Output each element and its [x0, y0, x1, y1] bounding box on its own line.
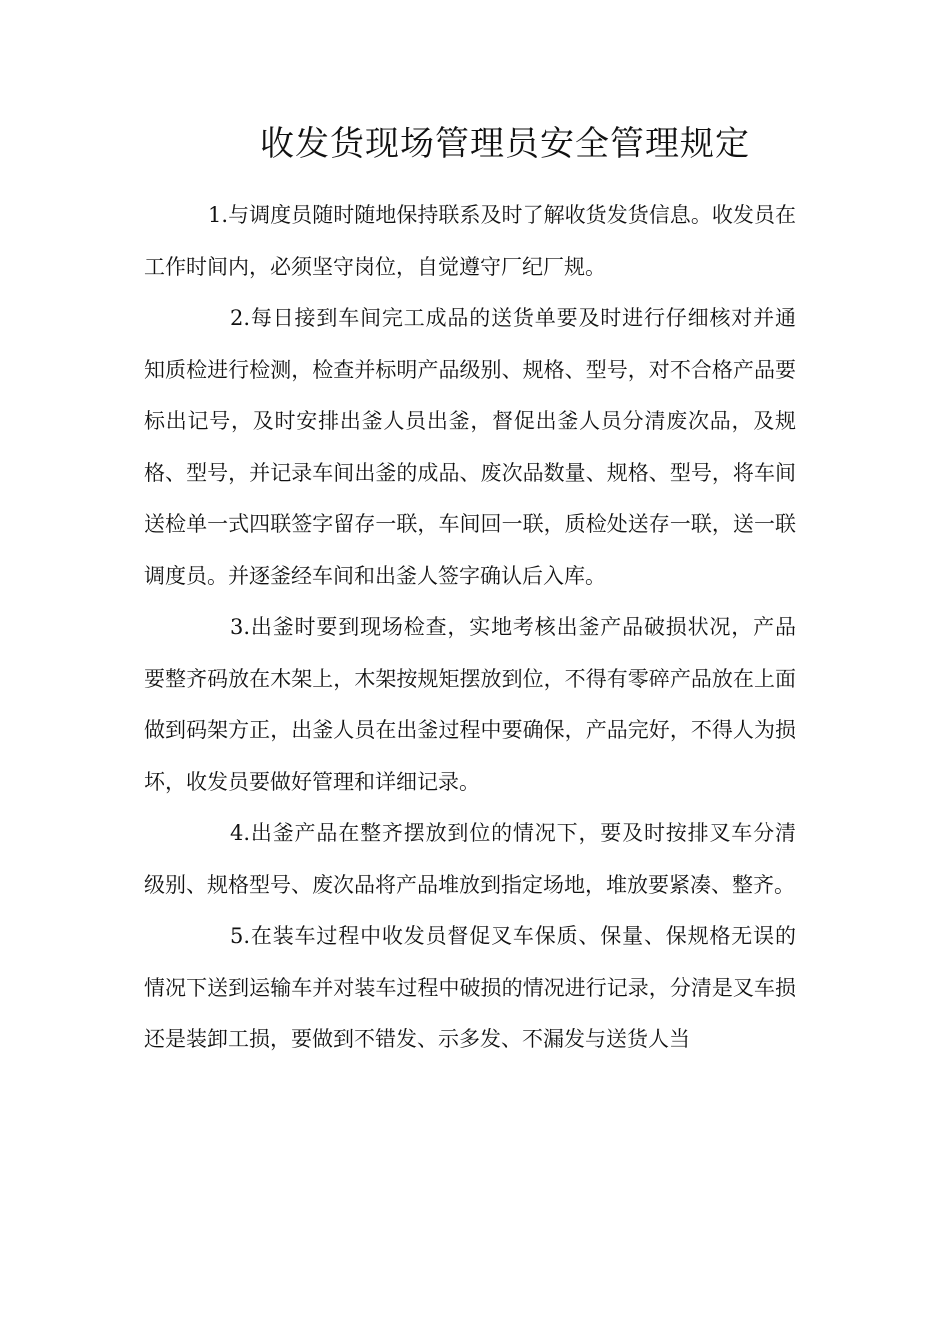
- paragraph-4: 4.出釜产品在整齐摆放到位的情况下，要及时按排叉车分清级别、规格型号、废次品将产品堆放到指定场地，堆放要紧凑、整齐。: [144, 821, 796, 897]
- document-body: [144, 190, 796, 1066]
- paragraph-5: 5.在装车过程中收发员督促叉车保质、保量、保规格无误的情况下送到运输车并对装车过程中破损的情况进行记录，分清是叉车损还是装卸工损，要做到不错发、示多发、不漏发与送货人当: [144, 924, 796, 1051]
- document-title: 收发货现场管理员安全管理规定: [260, 124, 750, 164]
- paragraph-1: 1.与调度员随时随地保持联系及时了解收货发货信息。收发员在工作时间内，必须坚守岗位，自觉遵守厂纪厂规。: [144, 203, 796, 279]
- paragraph-3: 3.出釜时要到现场检查，实地考核出釜产品破损状况，产品要整齐码放在木架上，木架按规矩摆放到位，不得有零碎产品放在上面做到码架方正，出釜人员在出釜过程中要确保，产品完好，不得人为损坏，收发员要做好管理和详细记录。: [144, 615, 796, 794]
- paragraph-2: 2.每日接到车间完工成品的送货单要及时进行仔细核对并通知质检进行检测，检查并标明产品级别、规格、型号，对不合格产品要标出记号，及时安排出釜人员出釜，督促出釜人员分清废次品，及规格、型号，并记录车间出釜的成品、废次品数量、规格、型号，将车间送检单一式四联签字留存一联，车间回一联，质检处送存一联，送一联调度员。并逐釜经车间和出釜人签字确认后入库。: [144, 306, 796, 588]
